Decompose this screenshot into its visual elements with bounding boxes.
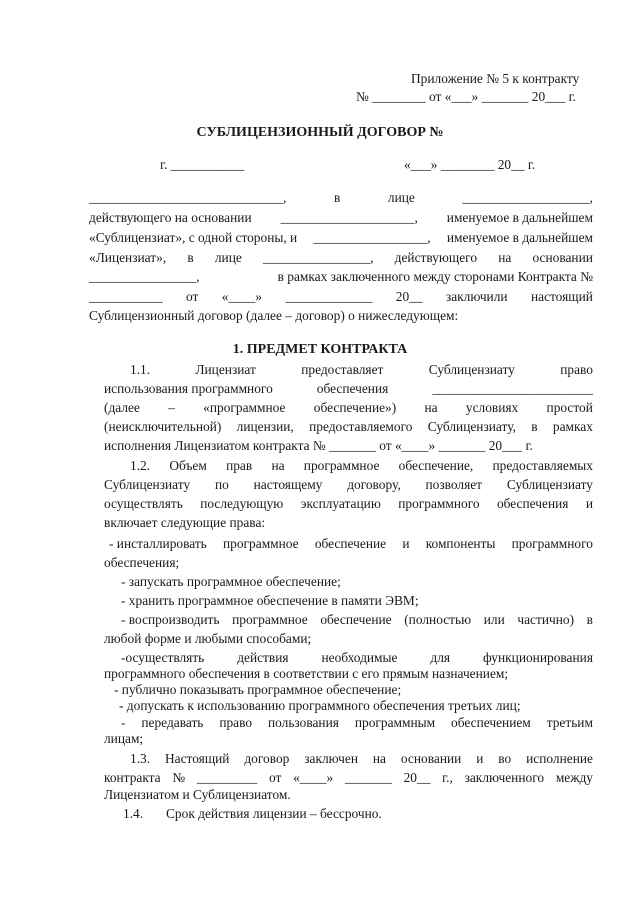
word: функционирования <box>482 650 593 665</box>
word: «____» <box>221 289 262 304</box>
word: от <box>268 770 282 785</box>
word: 20__ <box>395 289 423 304</box>
word: 1.2. <box>130 458 151 473</box>
preamble-line <box>89 268 593 285</box>
word: ___________ <box>89 289 163 304</box>
preamble-line: Сублицензионный договор (далее – договор) о нижеследующем: <box>89 308 459 323</box>
word: рамках <box>552 419 593 434</box>
word: настоящему <box>253 477 323 492</box>
appendix-ref: № ________ от «___» _______ 20___ г. <box>356 89 576 104</box>
word: условиях <box>465 400 519 415</box>
word: действующего <box>394 250 478 265</box>
word: на <box>372 751 387 766</box>
word: обеспечение, <box>398 458 474 473</box>
word: и <box>402 536 410 551</box>
word: последующую <box>200 496 284 511</box>
word: Сублицензиату <box>104 477 191 492</box>
word: г., <box>442 770 453 785</box>
word: именуемое в дальнейшем <box>446 230 593 245</box>
word: действия <box>237 650 289 665</box>
word: эксплуатацию <box>300 496 381 511</box>
word: лице <box>214 250 242 265</box>
word: - инсталлировать <box>109 536 207 551</box>
word: «Сублицензиат», с одной стороны, и <box>89 230 298 245</box>
right-item <box>121 649 593 666</box>
right-item: - публично показывать программное обеспечение; <box>114 682 402 697</box>
word: передавать <box>141 715 204 730</box>
word: обеспечением <box>451 715 531 730</box>
word: осуществлять <box>104 496 183 511</box>
word: заключенного <box>464 770 545 785</box>
word: программное <box>232 612 308 627</box>
word: или <box>483 612 505 627</box>
clause-1-3-line <box>130 750 593 767</box>
right-item: программного обеспечения в соответствии с его прямым назначением; <box>104 666 509 681</box>
word: использования программного <box>104 381 273 396</box>
word: лицензии, <box>236 419 294 434</box>
word: обеспечение») <box>313 400 397 415</box>
word: _________________, <box>313 230 431 245</box>
word: _______ <box>344 770 392 785</box>
preamble-line <box>89 288 593 305</box>
word: программного <box>398 496 480 511</box>
right-item: - допускать к использованию программного обеспечения третьих лиц; <box>119 698 521 713</box>
word: (полностью <box>404 612 472 627</box>
word: _____________ <box>285 289 373 304</box>
word: Настоящий <box>164 751 230 766</box>
clause-1-1-line <box>104 418 593 435</box>
word: - <box>121 715 126 730</box>
word: для <box>430 650 451 665</box>
word: именуемое в дальнейшем <box>446 210 593 225</box>
word: обеспечение <box>320 612 392 627</box>
word: в <box>334 190 341 205</box>
word: ________________, <box>262 250 374 265</box>
right-item: обеспечения; <box>104 555 180 570</box>
word: 1.1. <box>130 362 151 377</box>
clause-1-1-line <box>104 399 593 416</box>
word: лице <box>387 190 415 205</box>
appendix-note: Приложение № 5 к контракту <box>411 71 580 86</box>
preamble-line <box>89 189 593 206</box>
word: предоставляемого <box>309 419 413 434</box>
word: заключили <box>445 289 508 304</box>
word: «программное <box>203 400 286 415</box>
word: - воспроизводить <box>121 612 220 627</box>
word: в рамках заключенного между сторонами Контракта № <box>277 269 593 284</box>
word: пользования <box>267 715 339 730</box>
clause-1-1-line <box>130 361 593 378</box>
word: предоставляемых <box>492 458 593 473</box>
word: исполнение <box>526 751 593 766</box>
word: (неисключительной) <box>104 419 222 434</box>
place-date: «___» ________ 20__ г. <box>404 157 536 172</box>
word: позволяет <box>425 477 483 492</box>
word: в <box>187 250 194 265</box>
clause-1-4-number: 1.4. <box>123 806 144 821</box>
word: компоненты <box>425 536 496 551</box>
right-item: - запускать программное обеспечение; <box>121 574 341 589</box>
word: договору, <box>347 477 401 492</box>
word: обеспечение <box>314 536 387 551</box>
right-item <box>121 611 593 628</box>
word: программное <box>303 458 380 473</box>
word: прав <box>226 458 253 473</box>
word: программным <box>354 715 436 730</box>
word: заключен <box>304 751 358 766</box>
word: третьим <box>546 715 593 730</box>
clause-1-3-line: Лицензиатом и Сублицензиатом. <box>104 787 291 802</box>
word: 1.3. <box>130 751 151 766</box>
clause-1-2-line <box>104 476 593 493</box>
preamble-line <box>89 249 593 266</box>
right-item: лицам; <box>104 731 144 746</box>
word: Сублицензиату <box>428 362 515 377</box>
right-item <box>109 535 593 552</box>
place-city: г. ___________ <box>160 157 245 172</box>
word: и <box>585 496 593 511</box>
word: на <box>498 250 512 265</box>
word: Объем <box>169 458 207 473</box>
word: между <box>555 770 593 785</box>
word: в <box>586 612 593 627</box>
word: в <box>531 419 538 434</box>
word: ________________________ <box>432 381 593 396</box>
word: на <box>271 458 285 473</box>
word: право <box>219 715 253 730</box>
word: «Лицензиат», <box>89 250 167 265</box>
word: Лицензиат <box>195 362 256 377</box>
word: _____________________________, <box>89 190 287 205</box>
word: контракта <box>104 770 161 785</box>
word: программное <box>223 536 299 551</box>
word: по <box>214 477 229 492</box>
clause-1-1-line <box>104 380 593 397</box>
word: ________________, <box>89 269 200 284</box>
word: обеспечения <box>316 381 389 396</box>
word: № <box>172 770 186 785</box>
right-item: любой форме и любыми способами; <box>104 631 312 646</box>
preamble-line <box>89 209 593 226</box>
clause-1-2-line: включает следующие права: <box>104 515 266 530</box>
right-item: - хранить программное обеспечение в памяти ЭВМ; <box>121 593 419 608</box>
preamble-line <box>89 229 593 246</box>
word: -осуществлять <box>121 650 205 665</box>
word: _________ <box>196 770 258 785</box>
word: 20__ <box>403 770 431 785</box>
word: предоставляет <box>301 362 384 377</box>
word: «____» <box>293 770 334 785</box>
word: основании <box>532 250 593 265</box>
word: – <box>168 400 175 415</box>
word: Сублицензиату, <box>427 419 516 434</box>
word: договор <box>244 751 290 766</box>
section-heading: 1. ПРЕДМЕТ КОНТРАКТА <box>232 342 408 357</box>
clause-1-3-line <box>104 769 593 786</box>
clause-1-1-line: исполнения Лицензиатом контракта № _______ от «____» _______ 20___ г. <box>104 438 533 453</box>
word: настоящий <box>530 289 593 304</box>
word: ____________________, <box>280 210 418 225</box>
word: на <box>424 400 438 415</box>
word: Сублицензиату <box>506 477 593 492</box>
document-title: СУБЛИЦЕНЗИОННЫЙ ДОГОВОР № <box>196 125 444 140</box>
clause-1-4-text: Срок действия лицензии – бессрочно. <box>166 806 382 821</box>
word: действующего на основании <box>89 210 252 225</box>
word: частично) <box>517 612 575 627</box>
word: программного <box>511 536 593 551</box>
clause-1-2-line <box>104 495 593 512</box>
word: (далее <box>104 400 140 415</box>
word: во <box>498 751 512 766</box>
word: право <box>560 362 593 377</box>
word: ___________________, <box>462 190 593 205</box>
clause-1-2-line <box>130 457 593 474</box>
word: простой <box>546 400 593 415</box>
word: необходимые <box>321 650 398 665</box>
word: обеспечения <box>496 496 569 511</box>
word: основании <box>400 751 462 766</box>
right-item <box>121 714 593 731</box>
word: и <box>476 751 484 766</box>
word: от <box>186 289 199 304</box>
